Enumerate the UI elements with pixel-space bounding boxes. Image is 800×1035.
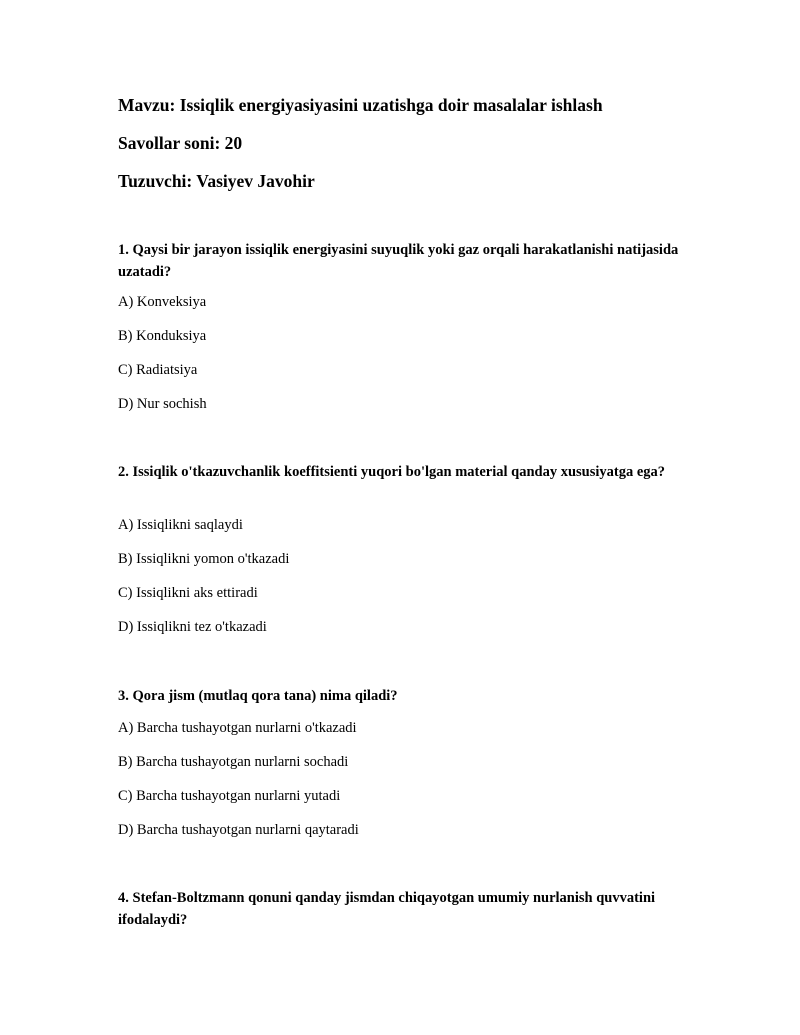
question-3-option-d: D) Barcha tushayotgan nurlarni qaytaradi xyxy=(118,822,359,838)
question-1-option-a: A) Konveksiya xyxy=(118,294,207,310)
question-count-heading: Savollar soni: 20 xyxy=(118,133,243,153)
question-3-option-c: C) Barcha tushayotgan nurlarni yutadi xyxy=(118,788,341,804)
question-2-option-a: A) Issiqlikni saqlaydi xyxy=(118,517,243,533)
question-1-option-c: C) Radiatsiya xyxy=(118,362,198,378)
question-3-option-b: B) Barcha tushayotgan nurlarni sochadi xyxy=(118,754,349,770)
question-2-option-d: D) Issiqlikni tez o'tkazadi xyxy=(118,619,267,635)
question-3-text: 3. Qora jism (mutlaq qora tana) nima qiladi? xyxy=(118,688,398,704)
author-heading: Tuzuvchi: Vasiyev Javohir xyxy=(118,171,315,191)
question-1-option-b: B) Konduksiya xyxy=(118,328,207,344)
question-2-text: 2. Issiqlik o'tkazuvchanlik koeffitsienti yuqori bo'lgan material qanday xususiyatga ega? xyxy=(118,464,666,480)
question-4-text: 4. Stefan-Boltzmann qonuni qanday jismdan chiqayotgan umumiy nurlanish quvvatini ifodalaydi? xyxy=(118,890,656,928)
question-1-text: 1. Qaysi bir jarayon issiqlik energiyasini suyuqlik yoki gaz orqali harakatlanishi natijasida uzatadi? xyxy=(118,242,679,280)
question-3-option-a: A) Barcha tushayotgan nurlarni o'tkazadi xyxy=(118,720,357,736)
question-2-option-c: C) Issiqlikni aks ettiradi xyxy=(118,585,258,601)
question-1-option-d: D) Nur sochish xyxy=(118,396,207,412)
topic-heading: Mavzu: Issiqlik energiyasiyasini uzatishga doir masalalar ishlash xyxy=(118,95,603,115)
question-2-option-b: B) Issiqlikni yomon o'tkazadi xyxy=(118,551,290,567)
